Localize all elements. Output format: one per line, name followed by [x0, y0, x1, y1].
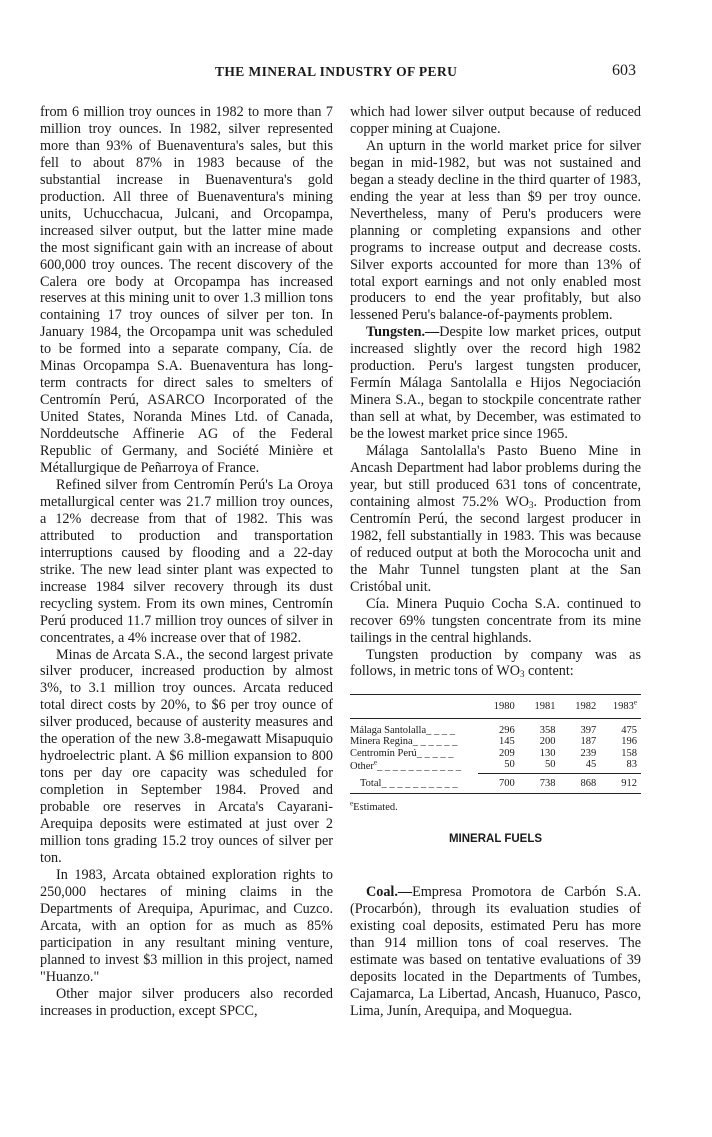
table-cell: 358: [539, 724, 556, 736]
table-header-cell: 1980: [478, 699, 519, 718]
table-cell: 50: [478, 759, 519, 773]
table-cell: 158: [621, 747, 637, 759]
table-row: [350, 759, 641, 773]
label-text: Minera Regina: [350, 736, 413, 748]
silver-paragraph-huanzo: In 1983, Arcata obtained exploration rights to 250,000 hectares of mining claims in the Departments of Arequipa, Apurimac, and Cuzco. Arcata, with an option for as much as 85% participation in any resultant mining venture, planned to invest $3 million in this project, named "Huanzo.": [40, 866, 333, 985]
row-label: [350, 736, 478, 748]
left-column: [40, 104, 333, 1019]
text-run: . Production from Centromín Perú, the second largest producer in 1982, fell substantially in 1983. This was because of reduced output at both the Morococha unit and the Mahr Tunnel tungsten plant at the San Cristóbal unit.: [350, 493, 642, 595]
table-row: [350, 748, 641, 760]
tungsten-paragraph-intro: [350, 324, 641, 443]
tungsten-production-table: [350, 694, 641, 817]
silver-paragraph-other-producers: Other major silver producers also recorded increases in production, except SPCC,: [40, 985, 333, 1019]
table-cell: 45: [560, 759, 601, 773]
table-header-row: [350, 699, 641, 718]
coal-heading: Coal.—: [366, 884, 413, 901]
table-cell: 187: [580, 736, 597, 748]
table-cell: 912: [621, 777, 637, 789]
tungsten-heading: Tungsten.—: [366, 324, 440, 341]
leader-dots: _ _ _ _: [426, 724, 455, 736]
row-label: [350, 773, 478, 793]
table-cell: 83: [600, 759, 641, 773]
table-cell: 475: [621, 724, 637, 736]
label-text: Málaga Santolalla: [350, 724, 427, 736]
subscript: 3: [519, 669, 525, 680]
text-run: Tungsten production by company was as follows, in metric tons of WO: [350, 646, 641, 680]
table-rule: [350, 694, 641, 695]
footnote-marker: e: [350, 799, 354, 808]
silver-paragraph-arcata: Minas de Arcata S.A., the second largest private silver producer, increased production by almost 3%, to 3.1 million troy ounces. Arcata reduced total direct costs by 20%, to $6 per troy ounce of silver produced, because of austerity measures and the operation of the new 3.8-megawatt Misapuquio hydroelectric plant. A $6 million expansion to 800 tons per day ore capacity was scheduled for completion in September 1984. Proved and probable ore reserves in Arcata's Cayarani-Arequipa deposits were estimated at just over 2 million tons grading 15.2 troy ounces of silver per ton.: [40, 646, 333, 866]
table-header-cell: 1982: [560, 699, 601, 718]
tungsten-table: [350, 699, 641, 793]
tungsten-paragraph-pasto-bueno: [350, 443, 641, 596]
table-cell: 130: [539, 747, 556, 759]
leader-dots: _ _ _ _ _ _ _ _ _ _: [381, 777, 458, 789]
leader-dots: _ _ _ _ _ _: [412, 736, 458, 748]
running-header-title: THE MINERAL INDUSTRY OF PERU: [215, 64, 458, 79]
estimated-marker: e: [633, 698, 637, 707]
tungsten-intro-text: Despite low market prices, output increased slightly over the record high 1982 production. Peru's largest tungsten producer, Fermín Málaga Santolalla e Hijos Negociación Minera S.A., began to stockpile concentrate rather than sell at what, by December, was estimated to be the lowest market price since 1965.: [350, 324, 641, 443]
label-text: Total: [360, 777, 382, 789]
table-cell: 50: [519, 759, 560, 773]
right-column: [350, 104, 641, 1020]
silver-paragraph-la-oroya: Refined silver from Centromín Perú's La Oroya metallurgical center was 21.7 million troy ounces, a 12% decrease from that of 1982. This was attributed to production and transportation interruptions caused by flooding and a 22-day strike. The new lead sinter plant was expected to increase 1984 silver recovery through its dust recycling system. From its own mines, Centromín Perú produced 11.7 million troy ounces of silver in concentrates, a 4% increase over that of 1982.: [40, 476, 333, 646]
text-run: content:: [524, 663, 574, 680]
silver-paragraph-cuajone: which had lower silver output because of reduced copper mining at Cuajone.: [350, 104, 641, 137]
tungsten-paragraph-puquio-cocha: Cía. Minera Puquio Cocha S.A. continued to recover 69% tungsten concentrate from its mine tailings in the central highlands.: [350, 595, 641, 646]
table-footnote: [350, 800, 641, 817]
table-cell: 700: [499, 777, 515, 789]
table-cell: 200: [539, 736, 556, 748]
row-label: [350, 718, 478, 736]
page-number: 603: [612, 62, 636, 79]
leader-dots: _ _ _ _ _: [416, 747, 454, 759]
table-cell: 296: [499, 724, 515, 736]
table-row: [350, 718, 641, 736]
table-header-label: [350, 699, 478, 718]
table-cell: 239: [580, 747, 597, 759]
table-row: [350, 736, 641, 748]
mineral-fuels-heading: MINERAL FUELS: [448, 833, 543, 846]
tungsten-paragraph-table-intro: [350, 647, 641, 681]
table-cell: 868: [580, 777, 597, 789]
label-text: Centromín Perú: [350, 747, 417, 759]
table-header-cell: 1981: [519, 699, 560, 718]
table-cell: 196: [621, 736, 637, 748]
row-label: [350, 748, 478, 760]
text-run: Málaga Santolalla's Pasto Bueno Mine in Ancash Department had labor problems during the year, but still produced 631 tons of concentrate, containing almost 75.2% WO: [350, 443, 641, 510]
leader-dots: _ _ _ _ _ _ _ _ _ _ _: [377, 760, 462, 772]
table-cell: 397: [580, 724, 597, 736]
footnote-text: Estimated.: [353, 802, 398, 814]
table-cell: 209: [499, 747, 515, 759]
coal-paragraph: [350, 884, 641, 1020]
table-cell: 738: [539, 777, 556, 789]
silver-paragraph-market-price: An upturn in the world market price for silver began in mid-1982, but was not sustained and began a steady decline in the third quarter of 1983, ending the year at less than $9 per troy ounce. Nevertheless, many of Peru's producers were planning or completing expansions and other programs to increase output and decrease costs. Silver exports accounted for more than 13% of total export earnings and not only enabled most producers to end the year profitably, but also lessened Peru's balance-of-payments problem.: [350, 137, 641, 324]
estimated-marker: e: [373, 758, 378, 767]
coal-text: Empresa Promotora de Carbón S.A. (Procarbón), through its evaluation studies of existing coal deposits, estimated Peru has more than 914 million tons of coal reserves. The estimate was based on tentative evaluations of 39 deposits located in the Departments of Tumbes, Cajamarca, La Libertad, Ancash, Huanuco, Pasco, Lima, Junín, Arequipa, and Moquegua.: [350, 884, 641, 1019]
table-header-cell: [600, 699, 641, 718]
subscript: 3: [528, 499, 534, 510]
label-text: Other: [350, 760, 374, 772]
table-rule: [350, 793, 641, 794]
table-total-row: [350, 773, 641, 793]
table-cell: 145: [499, 736, 515, 748]
silver-paragraph-buenaventura: from 6 million troy ounces in 1982 to more than 7 million troy ounces. In 1982, silver represented more than 93% of Buenaventura's sales, but this fell to about 87% in 1983 because of the substantial increase in Buenaventura's gold production. All three of Buenaventura's mining units, Uchucchacua, Julcani, and Orcopampa, increased silver output, but the latter mine made the most significant gain with an increase of about 600,000 troy ounces. The recent discovery of the Calera ore body at Orcopampa has increased reserves at this mining unit to over 1.3 million tons containing 17 troy ounces of silver per ton. In January 1984, the Orcopampa unit was scheduled to be formed into a separate company, Cía. de Minas Orcopampa S.A. Buenaventura has long-term contracts for direct sales to smelters of Centromín Perú, ASARCO Incorporated of the United States, Noranda Mines Ltd. of Canada, Norddeutsche Affinerie AG of the Federal Republic of Germany, and Société Minière et Métallurgique de Peñarroya of France.: [40, 104, 333, 477]
header-text: 1983: [612, 701, 634, 713]
row-label: [350, 759, 478, 773]
